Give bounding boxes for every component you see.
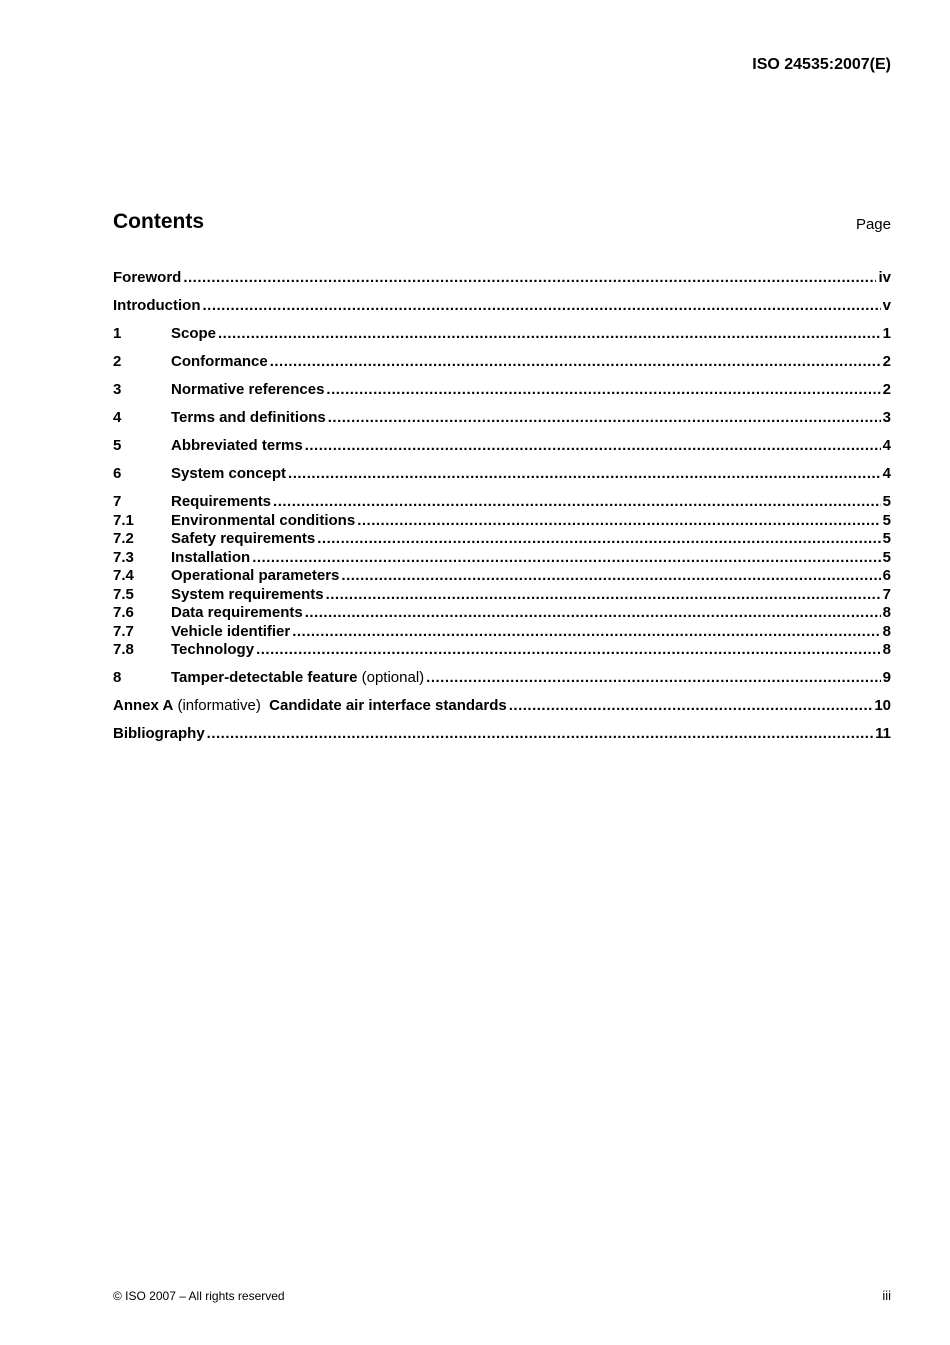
toc-entry-page: 11 — [875, 725, 891, 742]
toc-entry-7-4[interactable] — [113, 567, 891, 586]
toc-entry-7[interactable] — [113, 493, 891, 512]
dot-leader — [273, 493, 881, 512]
dot-leader — [328, 409, 881, 428]
toc-entry-number: 7.7 — [113, 622, 134, 640]
toc-entry-number: 7.2 — [113, 530, 134, 547]
toc-entry-7-1[interactable] — [113, 512, 891, 531]
toc-entry-annex-a[interactable] — [113, 697, 891, 716]
toc-entry-title: System requirements — [171, 585, 324, 603]
toc-entry-title: Installation — [171, 548, 251, 566]
dot-leader — [218, 325, 881, 344]
toc-entry-title: Conformance — [171, 353, 268, 370]
toc-entry-8[interactable] — [113, 669, 891, 688]
dot-leader — [202, 297, 880, 316]
toc-entry-page: 6 — [882, 567, 891, 584]
toc-entry-number: 1 — [113, 325, 122, 342]
contents-header — [113, 210, 891, 240]
toc-entry-number: 4 — [113, 409, 122, 426]
toc-entry-page: 5 — [882, 493, 891, 510]
toc-entry-page: 9 — [882, 669, 891, 686]
toc-entry-7-5[interactable] — [113, 586, 891, 605]
toc-entry-introduction[interactable] — [113, 297, 891, 316]
toc-entry-page: iv — [878, 269, 891, 286]
dot-leader — [288, 465, 881, 484]
dot-leader — [207, 725, 873, 744]
dot-leader — [270, 353, 881, 372]
toc-entry-page: 8 — [882, 641, 891, 658]
toc-entry-page: 3 — [882, 409, 891, 426]
toc-entry-title: Requirements — [171, 493, 272, 510]
toc-entry-title-group — [171, 669, 424, 688]
toc-entry-number: 7.6 — [113, 604, 134, 621]
toc-entry-bibliography[interactable] — [113, 725, 891, 744]
dot-leader — [305, 604, 881, 623]
toc-entry-number: 3 — [113, 381, 122, 398]
dot-leader — [326, 381, 880, 400]
toc-entry-page: 1 — [882, 325, 891, 342]
document-id: ISO 24535:2007(E) — [752, 56, 891, 73]
page-title: Contents — [113, 210, 204, 233]
toc-entry-number: 2 — [113, 353, 122, 370]
toc-entry-title: Introduction — [113, 297, 201, 314]
toc-entry-foreword[interactable] — [113, 269, 891, 288]
toc-entry-number: 7.4 — [113, 567, 134, 584]
dot-leader — [183, 269, 876, 288]
toc-entry-number: 7.5 — [113, 585, 134, 603]
dot-leader — [305, 437, 881, 456]
dot-leader — [292, 623, 880, 642]
toc-entry-number: 6 — [113, 465, 122, 482]
toc-entry-annex-title: Candidate air interface standards — [269, 697, 507, 714]
toc-entry-page: 5 — [882, 530, 891, 547]
toc-entry-page: 7 — [882, 585, 891, 603]
toc-entry-page: 4 — [882, 437, 891, 454]
toc-entry-number: 7.1 — [113, 511, 134, 529]
toc-entry-title: Normative references — [171, 381, 325, 398]
toc-entry-title: Tamper-detectable feature — [171, 669, 358, 686]
toc-entry-title: Vehicle identifier — [171, 622, 291, 640]
toc-entry-title-suffix: (optional) — [357, 669, 425, 686]
toc-entry-4[interactable] — [113, 409, 891, 428]
toc-entry-5[interactable] — [113, 437, 891, 456]
toc-entry-title: Operational parameters — [171, 567, 340, 584]
dot-leader — [357, 512, 880, 531]
toc-entry-title: Scope — [171, 325, 217, 342]
toc-entry-7-8[interactable] — [113, 641, 891, 660]
dot-leader — [256, 641, 881, 660]
toc-entry-title: Foreword — [113, 269, 182, 286]
dot-leader — [317, 530, 880, 549]
toc-entry-annex-type: (informative) — [173, 697, 270, 714]
toc-entry-page: 8 — [882, 622, 891, 640]
toc-entry-title: Bibliography — [113, 725, 205, 742]
toc-entry-7-7[interactable] — [113, 623, 891, 642]
toc-entry-page: 10 — [874, 697, 891, 714]
toc-entry-page: 5 — [882, 548, 891, 566]
toc-entry-title: Technology — [171, 641, 255, 658]
toc-entry-2[interactable] — [113, 353, 891, 372]
toc-entry-page: 5 — [882, 511, 891, 529]
toc-entry-title: Abbreviated terms — [171, 437, 303, 454]
dot-leader — [326, 586, 881, 605]
toc-entry-title-group — [113, 697, 507, 716]
toc-entry-7-6[interactable] — [113, 604, 891, 623]
toc-entry-title: Terms and definitions — [171, 409, 326, 426]
toc-entry-title: Safety requirements — [171, 530, 316, 547]
dot-leader — [341, 567, 880, 586]
dot-leader — [426, 669, 881, 688]
page-column-label: Page — [855, 216, 891, 233]
toc-entry-page: 2 — [882, 353, 891, 370]
table-of-contents — [113, 269, 891, 744]
page-number: iii — [882, 1288, 891, 1303]
toc-entry-page: 8 — [882, 604, 891, 621]
toc-entry-number: 5 — [113, 437, 122, 454]
toc-entry-page: 4 — [882, 465, 891, 482]
dot-leader — [509, 697, 873, 716]
toc-entry-6[interactable] — [113, 465, 891, 484]
toc-entry-page: 2 — [882, 381, 891, 398]
toc-entry-number: 7 — [113, 493, 122, 510]
toc-entry-3[interactable] — [113, 381, 891, 400]
toc-entry-page: v — [882, 297, 891, 314]
copyright-notice: © ISO 2007 – All rights reserved — [113, 1289, 285, 1303]
toc-entry-7-3[interactable] — [113, 549, 891, 568]
toc-entry-title: Environmental conditions — [171, 511, 356, 529]
dot-leader — [252, 549, 880, 568]
toc-entry-number: 8 — [113, 669, 122, 686]
toc-entry-1[interactable] — [113, 325, 891, 344]
toc-entry-title: Annex A — [113, 697, 174, 714]
toc-entry-number: 7.8 — [113, 641, 134, 658]
toc-entry-7-2[interactable] — [113, 530, 891, 549]
toc-entry-title: System concept — [171, 465, 287, 482]
toc-entry-number: 7.3 — [113, 548, 134, 566]
toc-entry-title: Data requirements — [171, 604, 303, 621]
